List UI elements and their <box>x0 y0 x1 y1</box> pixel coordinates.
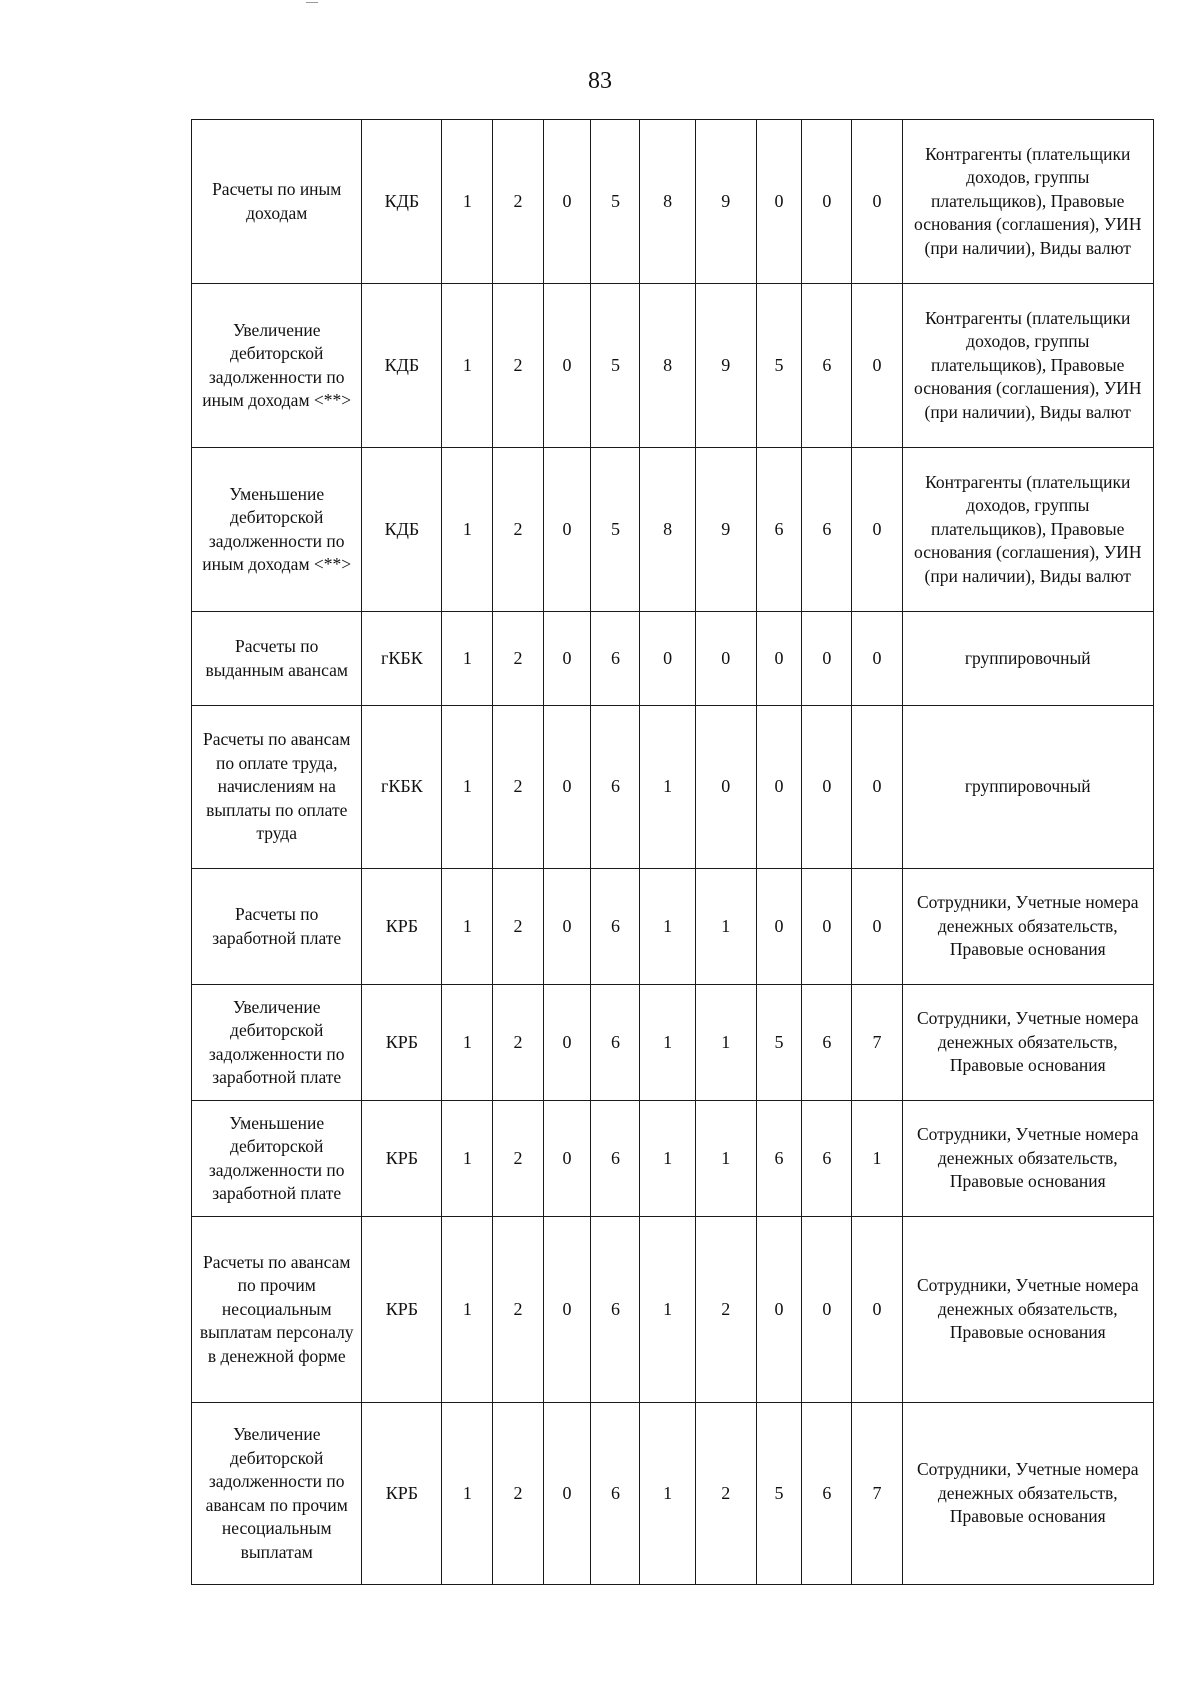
account-name: Расчеты по выданным авансам <box>192 612 362 706</box>
digit-9: 0 <box>852 706 902 869</box>
page-number: 83 <box>588 68 612 94</box>
digit-4: 6 <box>591 706 640 869</box>
digit-7: 0 <box>756 120 802 284</box>
digit-2: 2 <box>493 985 543 1101</box>
digit-9: 7 <box>852 985 902 1101</box>
digit-3: 0 <box>543 1403 591 1585</box>
digit-6: 1 <box>695 869 756 985</box>
digit-8: 6 <box>802 448 852 612</box>
digit-5: 1 <box>640 985 695 1101</box>
digit-6: 2 <box>695 1403 756 1585</box>
digit-9: 7 <box>852 1403 902 1585</box>
digit-7: 0 <box>756 612 802 706</box>
analytics: Контрагенты (плательщики доходов, группы плательщиков), Правовые основания (соглашения), УИН (при наличии), Виды валют <box>902 448 1154 612</box>
table-row <box>192 120 1154 284</box>
digit-3: 0 <box>543 612 591 706</box>
digit-5: 1 <box>640 706 695 869</box>
digit-8: 0 <box>802 612 852 706</box>
digit-6: 0 <box>695 706 756 869</box>
digit-7: 6 <box>756 448 802 612</box>
table-row <box>192 612 1154 706</box>
digit-5: 8 <box>640 120 695 284</box>
digit-5: 1 <box>640 1403 695 1585</box>
account-name: Расчеты по авансам по прочим несоциальным выплатам персоналу в денежной форме <box>192 1217 362 1403</box>
digit-4: 6 <box>591 1403 640 1585</box>
analytics: Сотрудники, Учетные номера денежных обязательств, Правовые основания <box>902 1217 1154 1403</box>
table-row <box>192 1403 1154 1585</box>
digit-7: 0 <box>756 1217 802 1403</box>
digit-4: 5 <box>591 120 640 284</box>
digit-5: 1 <box>640 1217 695 1403</box>
digit-1: 1 <box>442 1101 493 1217</box>
digit-8: 6 <box>802 985 852 1101</box>
digit-6: 2 <box>695 1217 756 1403</box>
digit-1: 1 <box>442 448 493 612</box>
table-body <box>192 120 1154 1585</box>
digit-6: 0 <box>695 612 756 706</box>
account-code: КДБ <box>362 448 442 612</box>
account-name: Увеличение дебиторской задолженности по заработной плате <box>192 985 362 1101</box>
digit-8: 0 <box>802 869 852 985</box>
digit-3: 0 <box>543 1101 591 1217</box>
digit-7: 0 <box>756 869 802 985</box>
account-code: КРБ <box>362 869 442 985</box>
digit-7: 5 <box>756 985 802 1101</box>
digit-2: 2 <box>493 120 543 284</box>
analytics: группировочный <box>902 612 1154 706</box>
table-row <box>192 448 1154 612</box>
digit-9: 0 <box>852 448 902 612</box>
digit-6: 9 <box>695 284 756 448</box>
digit-4: 5 <box>591 284 640 448</box>
digit-9: 0 <box>852 612 902 706</box>
digit-6: 9 <box>695 120 756 284</box>
table-row <box>192 985 1154 1101</box>
digit-4: 5 <box>591 448 640 612</box>
digit-5: 0 <box>640 612 695 706</box>
analytics: Контрагенты (плательщики доходов, группы плательщиков), Правовые основания (соглашения), УИН (при наличии), Виды валют <box>902 284 1154 448</box>
digit-8: 6 <box>802 1403 852 1585</box>
digit-9: 0 <box>852 1217 902 1403</box>
digit-6: 1 <box>695 985 756 1101</box>
digit-7: 0 <box>756 706 802 869</box>
digit-2: 2 <box>493 1403 543 1585</box>
digit-2: 2 <box>493 612 543 706</box>
table-row <box>192 1101 1154 1217</box>
account-name: Расчеты по иным доходам <box>192 120 362 284</box>
digit-4: 6 <box>591 985 640 1101</box>
digit-9: 0 <box>852 869 902 985</box>
digit-2: 2 <box>493 1101 543 1217</box>
account-name: Увеличение дебиторской задолженности по иным доходам <**> <box>192 284 362 448</box>
digit-3: 0 <box>543 869 591 985</box>
analytics: Сотрудники, Учетные номера денежных обязательств, Правовые основания <box>902 985 1154 1101</box>
analytics: Сотрудники, Учетные номера денежных обязательств, Правовые основания <box>902 1403 1154 1585</box>
digit-2: 2 <box>493 1217 543 1403</box>
accounts-table <box>191 119 1154 1585</box>
account-code: КРБ <box>362 1101 442 1217</box>
digit-1: 1 <box>442 869 493 985</box>
digit-7: 5 <box>756 1403 802 1585</box>
digit-3: 0 <box>543 120 591 284</box>
digit-6: 1 <box>695 1101 756 1217</box>
account-code: КДБ <box>362 284 442 448</box>
digit-5: 8 <box>640 448 695 612</box>
digit-3: 0 <box>543 706 591 869</box>
digit-7: 6 <box>756 1101 802 1217</box>
digit-5: 1 <box>640 869 695 985</box>
digit-5: 1 <box>640 1101 695 1217</box>
digit-4: 6 <box>591 1101 640 1217</box>
account-code: гКБК <box>362 612 442 706</box>
digit-8: 6 <box>802 284 852 448</box>
digit-2: 2 <box>493 284 543 448</box>
digit-4: 6 <box>591 612 640 706</box>
table-row <box>192 706 1154 869</box>
account-code: КДБ <box>362 120 442 284</box>
account-code: КРБ <box>362 1217 442 1403</box>
digit-8: 0 <box>802 706 852 869</box>
digit-3: 0 <box>543 448 591 612</box>
digit-5: 8 <box>640 284 695 448</box>
digit-9: 0 <box>852 120 902 284</box>
account-name: Расчеты по авансам по оплате труда, начислениям на выплаты по оплате труда <box>192 706 362 869</box>
digit-9: 0 <box>852 284 902 448</box>
digit-1: 1 <box>442 706 493 869</box>
digit-6: 9 <box>695 448 756 612</box>
analytics: группировочный <box>902 706 1154 869</box>
table-row <box>192 1217 1154 1403</box>
analytics: Сотрудники, Учетные номера денежных обязательств, Правовые основания <box>902 1101 1154 1217</box>
digit-2: 2 <box>493 706 543 869</box>
digit-1: 1 <box>442 985 493 1101</box>
digit-3: 0 <box>543 284 591 448</box>
account-name: Увеличение дебиторской задолженности по авансам по прочим несоциальным выплатам <box>192 1403 362 1585</box>
digit-4: 6 <box>591 869 640 985</box>
digit-7: 5 <box>756 284 802 448</box>
account-code: КРБ <box>362 1403 442 1585</box>
scan-mark <box>306 2 318 3</box>
analytics: Сотрудники, Учетные номера денежных обязательств, Правовые основания <box>902 869 1154 985</box>
digit-9: 1 <box>852 1101 902 1217</box>
table-row <box>192 869 1154 985</box>
analytics: Контрагенты (плательщики доходов, группы плательщиков), Правовые основания (соглашения), УИН (при наличии), Виды валют <box>902 120 1154 284</box>
digit-1: 1 <box>442 1403 493 1585</box>
account-name: Уменьшение дебиторской задолженности по заработной плате <box>192 1101 362 1217</box>
digit-8: 6 <box>802 1101 852 1217</box>
account-code: КРБ <box>362 985 442 1101</box>
digit-3: 0 <box>543 985 591 1101</box>
digit-8: 0 <box>802 1217 852 1403</box>
account-name: Расчеты по заработной плате <box>192 869 362 985</box>
digit-8: 0 <box>802 120 852 284</box>
account-name: Уменьшение дебиторской задолженности по иным доходам <**> <box>192 448 362 612</box>
digit-1: 1 <box>442 120 493 284</box>
account-code: гКБК <box>362 706 442 869</box>
digit-1: 1 <box>442 612 493 706</box>
table-row <box>192 284 1154 448</box>
digit-3: 0 <box>543 1217 591 1403</box>
digit-4: 6 <box>591 1217 640 1403</box>
digit-1: 1 <box>442 1217 493 1403</box>
digit-1: 1 <box>442 284 493 448</box>
digit-2: 2 <box>493 448 543 612</box>
digit-2: 2 <box>493 869 543 985</box>
